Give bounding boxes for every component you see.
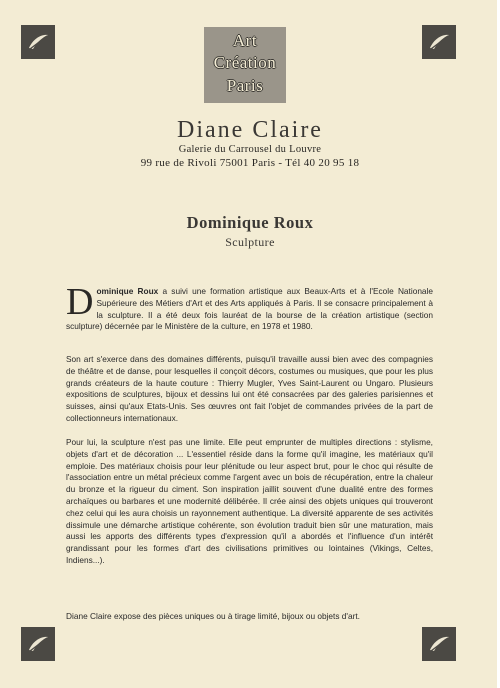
gallery-address: 99 rue de Rivoli 75001 Paris - Tél 40 20 95 18	[140, 157, 360, 169]
bio-paragraph-3: Pour lui, la sculpture n'est pas une limite. Elle peut emprunter de multiples directions : stylisme, objets d'art et de décoration ... L'essentiel réside dans la forme qu'il imagine, les matériaux qu'il emploie. Des matériaux choisis pour leur plénitude ou leur aspect brut, pour le choc qui résulte de l'association entre un métal précieux comme l'argent avec un bois de récupération, entre la chaleur du bronze et la rigueur du ciment. Son inspiration jaillit souvent d'une dualité entre des formes archaïques ou barbares et une modernité délibérée. Il crée ainsi des objets uniques qui trouveront chez celui qui les aura choisis un rayonnement authentique. La diversité apparente de ses activités dissimule une démarche artistique cohérente, son évolution traduit bien sûr une maturation, mais aussi les apports des différents types d'expression qu'il a abordés et l'influence d'un intérêt grandissant pour les formes d'art des civilisations primitives ou lointaines (Vikings, Celtes, Indiens...).	[66, 437, 433, 565]
corner-ornament-icon	[21, 627, 55, 661]
corner-ornament-icon	[422, 627, 456, 661]
artist-discipline: Sculpture	[225, 235, 275, 249]
logo-line-art: Art	[232, 31, 258, 50]
artist-name-lead: ominique Roux	[96, 286, 159, 296]
art-creation-paris-logo	[204, 27, 286, 103]
logo-line-paris: Paris	[226, 76, 264, 95]
bio-paragraph-2: Son art s'exerce dans des domaines différents, puisqu'il travaille aussi bien avec des compagnies de théâtre et de danse, pour lesquelles il conçoit décors, costumes ou musiques, que pour les plus grands créateurs de la haute couture : Thierry Mugler, Yves Saint-Laurent ou Ungaro. Plusieurs expositions de sculptures, bijoux et dessins lui ont été consacrées par des galeries parisiennes et suisses, ainsi qu'aux Etats-Unis. Ses œuvres ont fait l'objet de commandes privées de la part de collectionneurs internationaux.	[66, 354, 433, 423]
corner-ornament-icon	[422, 25, 456, 59]
bio-paragraph-1-text: a suivi une formation artistique aux Beaux-Arts et à l'Ecole Nationale Supérieure des Métiers d'Art et des Arts appliqués à Paris. Il se consacre principalement à la sculpture. Il a été deux fois lauréat de la bourse de la création artistique (section sculpture) décernée par le Ministère de la culture, en 1978 et 1980.	[66, 286, 433, 332]
drop-cap: D	[66, 281, 94, 323]
gallery-location: Galerie du Carrousel du Louvre	[178, 144, 322, 155]
gallery-name: Diane Claire	[177, 117, 323, 143]
bio-paragraph-1	[66, 281, 433, 333]
closing-statement: Diane Claire expose des pièces uniques ou à tirage limité, bijoux ou objets d'art.	[66, 611, 360, 621]
logo-line-creation: Création	[213, 53, 277, 72]
corner-ornament-icon	[21, 25, 55, 59]
artist-name: Dominique Roux	[186, 213, 314, 232]
